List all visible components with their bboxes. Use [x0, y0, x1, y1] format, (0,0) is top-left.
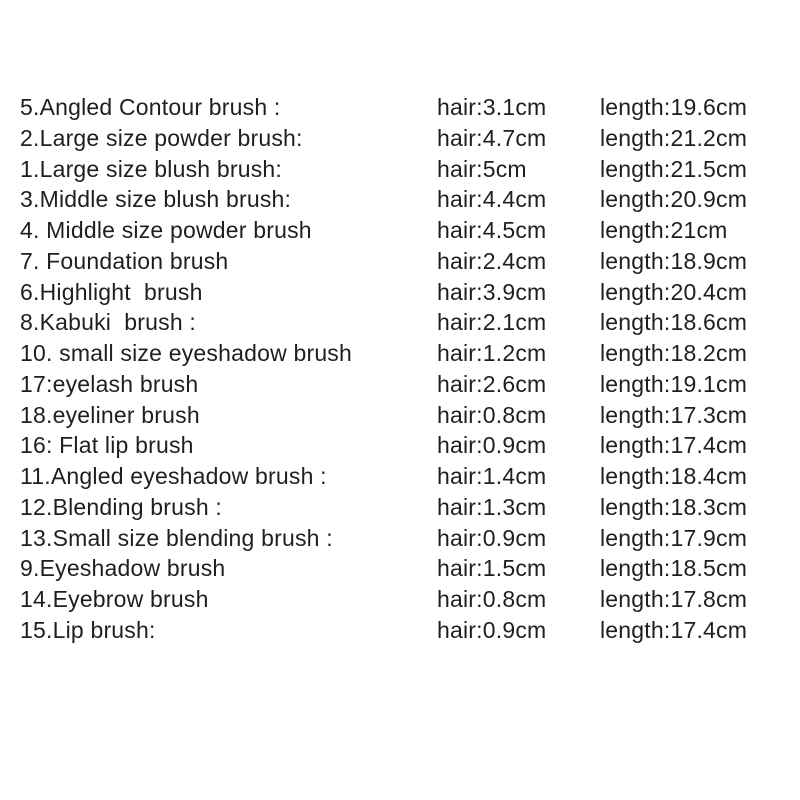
- brush-hair-length: hair:1.3cm: [437, 493, 547, 520]
- brush-name: 13.Small size blending brush :: [20, 524, 333, 551]
- brush-name: 6.Highlight brush: [20, 278, 203, 305]
- brush-hair-length: hair:0.9cm: [437, 524, 547, 551]
- brush-hair-length: hair:2.4cm: [437, 247, 547, 274]
- brush-total-length: length:20.9cm: [600, 186, 748, 213]
- brush-total-length: length:21.2cm: [600, 124, 748, 151]
- brush-total-length: length:17.4cm: [600, 616, 748, 643]
- list-item: [20, 523, 788, 554]
- brush-total-length: length:18.3cm: [600, 493, 748, 520]
- list-item: [20, 615, 788, 646]
- brush-hair-length: hair:4.7cm: [437, 124, 547, 151]
- list-item: [20, 400, 788, 431]
- brush-hair-length: hair:2.6cm: [437, 370, 547, 397]
- brush-total-length: length:17.9cm: [600, 524, 748, 551]
- brush-hair-length: hair:2.1cm: [437, 309, 547, 336]
- brush-total-length: length:18.5cm: [600, 555, 748, 582]
- list-item: [20, 338, 788, 369]
- list-item: [20, 215, 788, 246]
- brush-total-length: length:21.5cm: [600, 155, 748, 182]
- brush-name: 7. Foundation brush: [20, 247, 229, 274]
- brush-hair-length: hair:3.9cm: [437, 278, 547, 305]
- brush-hair-length: hair:4.5cm: [437, 217, 547, 243]
- list-item: [20, 461, 788, 492]
- brush-total-length: length:18.6cm: [600, 309, 748, 336]
- brush-hair-length: hair:1.4cm: [437, 463, 547, 489]
- brush-name: 14.Eyebrow brush: [20, 586, 209, 612]
- brush-hair-length: hair:4.4cm: [437, 186, 547, 213]
- brush-name: 1.Large size blush brush:: [20, 155, 282, 182]
- brush-total-length: length:17.3cm: [600, 401, 748, 428]
- list-item: [20, 584, 788, 615]
- brush-total-length: length:19.6cm: [600, 94, 748, 120]
- brush-hair-length: hair:0.9cm: [437, 432, 547, 459]
- brush-name: 8.Kabuki brush :: [20, 309, 197, 336]
- brush-name: 4. Middle size powder brush: [20, 217, 312, 243]
- brush-hair-length: hair:0.8cm: [437, 401, 547, 428]
- brush-spec-list: [20, 92, 788, 646]
- list-item: [20, 123, 788, 154]
- brush-name: 10. small size eyeshadow brush: [20, 340, 352, 366]
- brush-total-length: length:17.8cm: [600, 586, 748, 612]
- brush-name: 17:eyelash brush: [20, 370, 199, 397]
- list-item: [20, 307, 788, 338]
- brush-total-length: length:18.9cm: [600, 247, 748, 274]
- brush-total-length: length:18.2cm: [600, 340, 748, 366]
- brush-hair-length: hair:0.8cm: [437, 586, 547, 612]
- brush-total-length: length:19.1cm: [600, 370, 748, 397]
- brush-hair-length: hair:3.1cm: [437, 94, 547, 120]
- brush-name: 3.Middle size blush brush:: [20, 186, 292, 213]
- list-item: [20, 184, 788, 215]
- list-item: [20, 430, 788, 461]
- brush-total-length: length:21cm: [600, 217, 728, 243]
- list-item: [20, 154, 788, 185]
- brush-hair-length: hair:1.2cm: [437, 340, 547, 366]
- brush-total-length: length:17.4cm: [600, 432, 748, 459]
- brush-total-length: length:20.4cm: [600, 278, 748, 305]
- brush-name: 15.Lip brush:: [20, 616, 156, 643]
- list-item: [20, 92, 788, 123]
- brush-hair-length: hair:1.5cm: [437, 555, 547, 582]
- brush-name: 9.Eyeshadow brush: [20, 555, 226, 582]
- brush-name: 11.Angled eyeshadow brush :: [20, 463, 327, 489]
- list-item: [20, 369, 788, 400]
- list-item: [20, 553, 788, 584]
- brush-name: 18.eyeliner brush: [20, 401, 200, 428]
- brush-name: 16: Flat lip brush: [20, 432, 194, 459]
- brush-name: 2.Large size powder brush:: [20, 124, 303, 151]
- brush-total-length: length:18.4cm: [600, 463, 748, 489]
- brush-hair-length: hair:0.9cm: [437, 616, 547, 643]
- list-item: [20, 246, 788, 277]
- brush-name: 12.Blending brush :: [20, 493, 222, 520]
- list-item: [20, 277, 788, 308]
- brush-name: 5.Angled Contour brush :: [20, 94, 281, 120]
- list-item: [20, 492, 788, 523]
- brush-hair-length: hair:5cm: [437, 155, 527, 182]
